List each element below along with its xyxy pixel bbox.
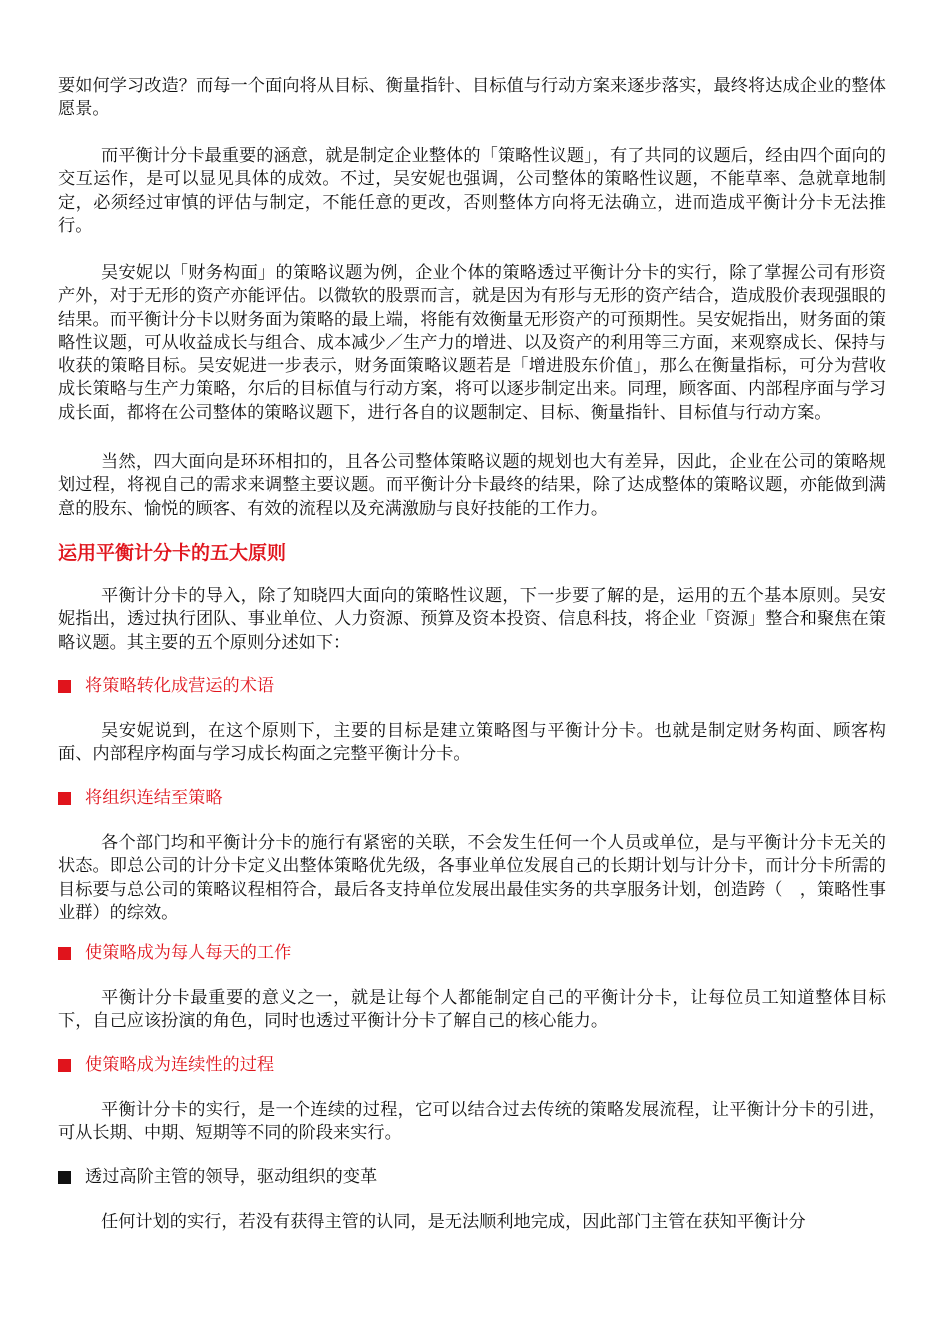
square-bullet-icon: [58, 947, 71, 960]
square-bullet-icon: [58, 1059, 71, 1072]
square-bullet-icon: [58, 680, 71, 693]
principle-heading-4: [58, 1054, 274, 1077]
principle-label: 将策略转化成营运的术语: [85, 676, 275, 696]
principle-heading-1: [58, 675, 274, 698]
principle-heading-2: [58, 787, 223, 810]
paragraph: 而平衡计分卡最重要的涵意，就是制定企业整体的「策略性议题」，有了共同的议题后，经由四个面向的交互运作，是可以显见具体的成效。不过，吴安妮也强调，公司整体的策略性议题，不能草率、急就章地制定，必须经过审慎的评估与制定，不能任意的更改，否则整体方向将无法确立，进而造成平衡计分卡无法推行。: [58, 146, 886, 236]
paragraph: 各个部门均和平衡计分卡的施行有紧密的关联，不会发生任何一个人员或单位，是与平衡计分卡无关的状态。即总公司的计分卡定义出整体策略优先级，各事业单位发展自己的长期计划与计分卡，而计分卡所需的目标要与总公司的策略议程相符合，最后各支持单位发展出最佳实务的共享服务计划，创造跨（ ，策略性事业群）的综效。: [58, 833, 886, 923]
principle-heading-3: [58, 942, 291, 965]
paragraph: 要如何学习改造？而每一个面向将从目标、衡量指针、目标值与行动方案来逐步落实，最终将达成企业的整体愿景。: [58, 76, 886, 120]
principle-label: 将组织连结至策略: [85, 788, 223, 808]
paragraph: 吴安妮说到，在这个原则下，主要的目标是建立策略图与平衡计分卡。也就是制定财务构面、顾客构面、内部程序构面与学习成长构面之完整平衡计分卡。: [58, 721, 886, 765]
principle-label: 使策略成为每人每天的工作: [85, 943, 292, 963]
principle-label: 使策略成为连续性的过程: [85, 1055, 275, 1075]
principle-label: 透过高阶主管的领导，驱动组织的变革: [85, 1167, 378, 1187]
paragraph: 任何计划的实行，若没有获得主管的认同，是无法顺利地完成，因此部门主管在获知平衡计分: [101, 1212, 806, 1232]
paragraph: 吴安妮以「财务构面」的策略议题为例，企业个体的策略透过平衡计分卡的实行，除了掌握公司有形资产外，对于无形的资产亦能评估。以微软的股票而言，就是因为有形与无形的资产结合，造成股价表现强眼的结果。而平衡计分卡以财务面为策略的最上端，将能有效衡量无形资产的可预期性。吴安妮指出，财务面的策略性议题，可从收益成长与组合、成本减少／生产力的增进、以及资产的利用等三方面，来观察成长、保持与收获的策略目标。吴安妮进一步表示，财务面策略议题若是「增进股东价值」，那么在衡量指标，可分为营收成长策略与生产力策略，尔后的目标值与行动方案，将可以逐步制定出来。同理，顾客面、内部程序面与学习成长面，都将在公司整体的策略议题下，进行各自的议题制定、目标、衡量指针、目标值与行动方案。: [58, 263, 886, 423]
square-bullet-icon: [58, 1171, 71, 1184]
paragraph: 平衡计分卡的导入，除了知晓四大面向的策略性议题，下一步要了解的是，运用的五个基本原则。吴安妮指出，透过执行团队、事业单位、人力资源、预算及资本投资、信息科技，将企业「资源」整合和聚焦在策略议题。其主要的五个原则分述如下：: [58, 586, 886, 653]
paragraph: 平衡计分卡最重要的意义之一，就是让每个人都能制定自己的平衡计分卡，让每位员工知道整体目标下，自己应该扮演的角色，同时也透过平衡计分卡了解自己的核心能力。: [58, 988, 886, 1032]
paragraph: 当然，四大面向是环环相扣的，且各公司整体策略议题的规划也大有差异，因此，企业在公司的策略规划过程，将视自己的需求来调整主要议题。而平衡计分卡最终的结果，除了达成整体的策略议题，亦能做到满意的股东、愉悦的顾客、有效的流程以及充满激励与良好技能的工作力。: [58, 452, 886, 519]
section-heading: 运用平衡计分卡的五大原则: [58, 542, 287, 564]
paragraph: 平衡计分卡的实行，是一个连续的过程，它可以结合过去传统的策略发展流程，让平衡计分卡的引进，可从长期、中期、短期等不同的阶段来实行。: [58, 1100, 886, 1144]
square-bullet-icon: [58, 792, 71, 805]
principle-heading-5: [58, 1166, 377, 1189]
